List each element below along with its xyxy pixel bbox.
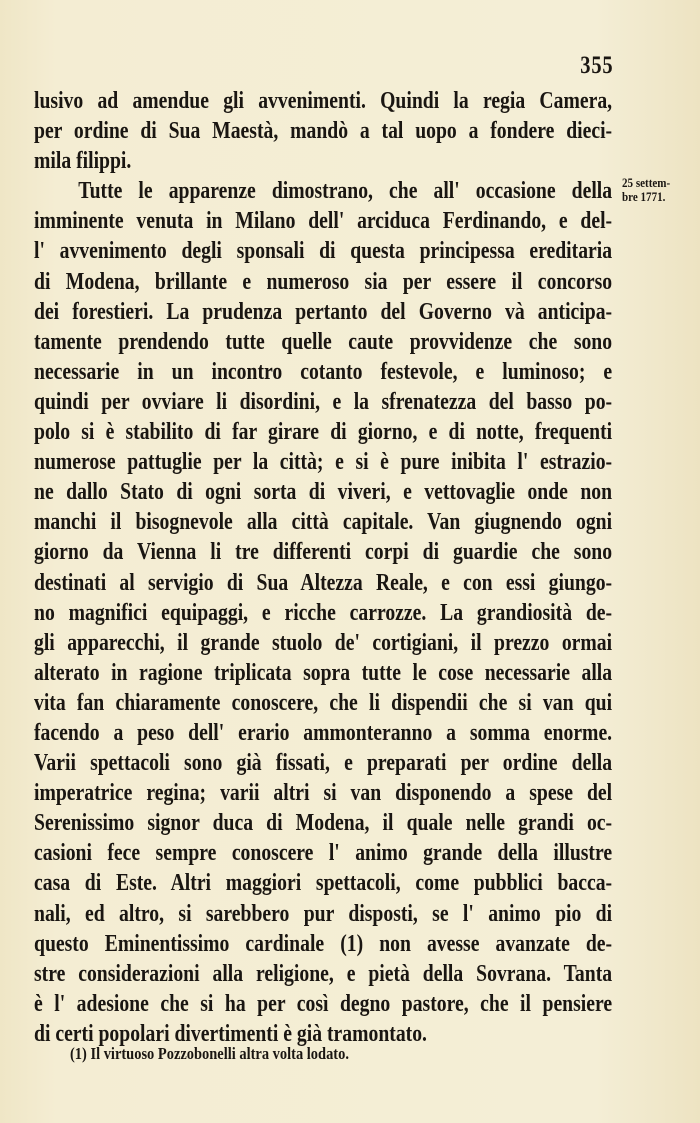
text-line: imminente venuta in Milano dell' arciduca Ferdinando, e del- bbox=[34, 208, 613, 235]
text-line: casa di Este. Altri maggiori spettacoli, come pubblici bacca- bbox=[34, 870, 613, 897]
page-number: 355 bbox=[579, 52, 613, 79]
text-line: imperatrice regina; varii altri si van disponendo a spese del bbox=[34, 780, 613, 807]
margin-note-line: 25 settem- bbox=[622, 175, 671, 190]
paragraph-first-line: Tutte le apparenze dimostrano, che all' occasione della bbox=[78, 178, 613, 205]
margin-note-line: bre 1771. bbox=[622, 189, 666, 204]
text-line: ne dallo Stato di ogni sorta di viveri, e vettovaglie onde non bbox=[34, 479, 613, 506]
text-line: necessarie in un incontro cotanto festevole, e luminoso; e bbox=[34, 358, 613, 385]
text-line: Serenissimo signor duca di Modena, il quale nelle grandi oc- bbox=[34, 810, 613, 837]
text-line: quindi per ovviare li disordini, e la sfrenatezza del basso po- bbox=[34, 388, 613, 415]
text-line: manchi il bisognevole alla città capitale. Van giugnendo ogni bbox=[34, 509, 613, 536]
margin-date-note bbox=[622, 176, 699, 204]
text-line: tamente prendendo tutte quelle caute provvidenze che sono bbox=[34, 328, 613, 355]
text-line: giorno da Vienna li tre differenti corpi di guardie che sono bbox=[34, 539, 613, 566]
text-line: vita fan chiaramente conoscere, che li dispendii che si van qui bbox=[34, 689, 613, 716]
text-line: dei forestieri. La prudenza pertanto del Governo và anticipa- bbox=[34, 298, 613, 325]
text-line: casioni fece sempre conoscere l' animo grande della illustre bbox=[34, 840, 613, 867]
text-line: no magnifici equipaggi, e ricche carrozze. La grandiosità de- bbox=[34, 599, 613, 626]
text-line: gli apparecchi, il grande stuolo de' cortigiani, il prezzo ormai bbox=[34, 629, 613, 656]
text-line: polo si è stabilito di far girare di giorno, e di notte, frequenti bbox=[34, 419, 613, 446]
text-line: è l' adesione che si ha per così degno pastore, che il pensiere bbox=[34, 990, 613, 1017]
text-line: Varii spettacoli sono già fissati, e preparati per ordine della bbox=[34, 750, 613, 777]
text-line: lusivo ad amendue gli avvenimenti. Quindi la regia Camera, bbox=[34, 88, 613, 114]
text-line: l' avvenimento degli sponsali di questa principessa ereditaria bbox=[34, 238, 613, 265]
text-line: di Modena, brillante e numeroso sia per essere il concorso bbox=[34, 268, 613, 295]
text-line: stre considerazioni alla religione, e pietà della Sovrana. Tanta bbox=[34, 960, 613, 987]
text-line: di certi popolari divertimenti è già tramontato. bbox=[34, 1020, 427, 1047]
text-line: facendo a peso dell' erario ammonteranno a somma enorme. bbox=[34, 719, 613, 746]
text-line: mila filippi. bbox=[34, 148, 132, 175]
text-line: per ordine di Sua Maestà, mandò a tal uopo a fondere dieci- bbox=[34, 118, 613, 145]
text-line: questo Eminentissimo cardinale (1) non avesse avanzate de- bbox=[34, 930, 613, 957]
body-text bbox=[34, 86, 612, 1049]
footnote: (1) Il virtuoso Pozzobonelli altra volta lodato. bbox=[70, 1044, 349, 1063]
text-line: nali, ed altro, si sarebbero pur disposti, se l' animo pio di bbox=[34, 900, 613, 927]
text-line: numerose pattuglie per la città; e si è pure inibita l' estrazio- bbox=[34, 449, 613, 476]
text-line: alterato in ragione triplicata sopra tutte le cose necessarie alla bbox=[34, 659, 613, 686]
text-line: destinati al servigio di Sua Altezza Reale, e con essi giungo- bbox=[34, 569, 613, 596]
